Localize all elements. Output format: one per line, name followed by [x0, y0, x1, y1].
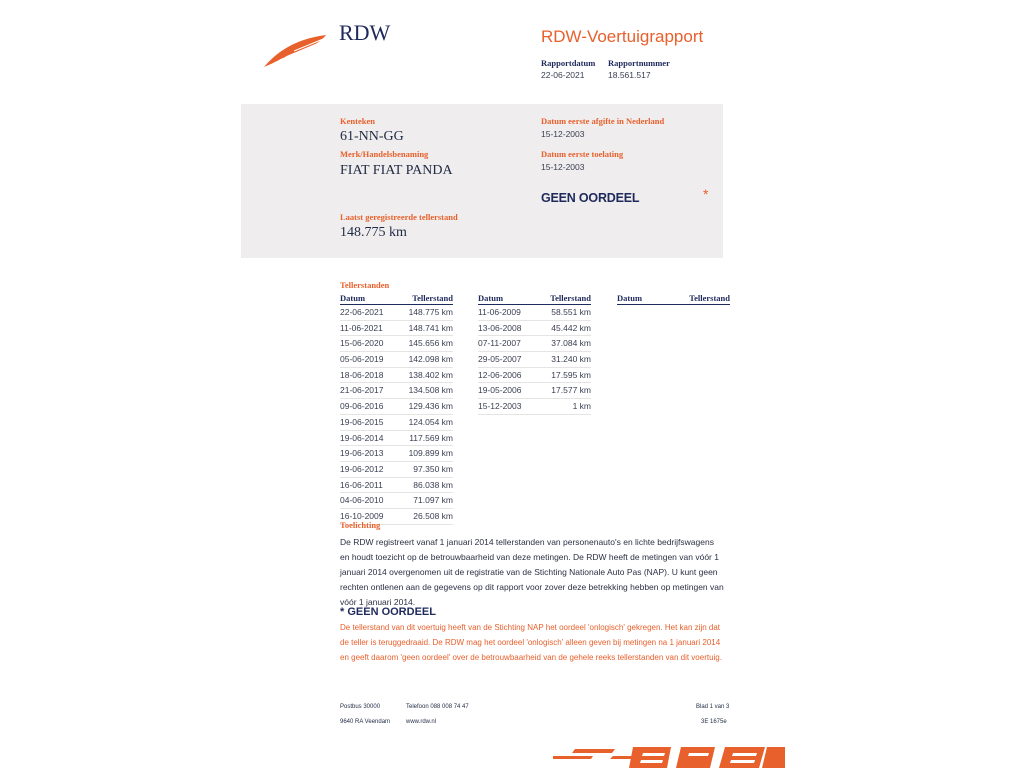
table-row — [340, 462, 453, 478]
row-tellerstand: 134.508 km — [408, 385, 453, 396]
row-datum: 11-06-2009 — [478, 307, 521, 317]
geen-oordeel-text: De tellerstand van dit voertuig heeft van de Stichting NAP het oordeel 'onlogisch' gekregen. Het kan zijn dat de teller is teruggedraaid. De RDW mag het oordeel 'onlogisch' alleen geven bij metingen na 1 januari 2014 en geeft daarom 'geen oordeel' over de betrouwbaarheid van de gehele reeks tellerstanden van dit voertuig. — [340, 623, 722, 662]
row-datum: 09-06-2016 — [340, 401, 384, 412]
footer-telefoon: Telefoon 088 008 74 47 — [406, 704, 469, 710]
table-row — [478, 321, 591, 337]
row-tellerstand: 97.350 km — [413, 463, 453, 474]
datum-header: Datum — [478, 293, 504, 303]
toelating-value: 15-12-2003 — [541, 162, 585, 172]
afgifte-label: Datum eerste afgifte in Nederland — [541, 116, 665, 126]
teller-value: 148.775 km — [340, 225, 407, 240]
row-datum: 12-06-2006 — [478, 369, 522, 380]
verdict-asterisk: * — [703, 186, 709, 202]
row-tellerstand: 148.741 km — [408, 322, 453, 333]
table-row — [340, 399, 453, 415]
verdict-badge: GEEN OORDEEL — [541, 191, 640, 205]
table-row — [340, 431, 453, 447]
row-datum: 07-11-2007 — [478, 338, 521, 349]
vehicle-panel — [241, 104, 723, 258]
row-datum: 19-06-2012 — [340, 463, 384, 474]
row-datum: 29-05-2007 — [478, 354, 522, 365]
table-row — [340, 352, 453, 368]
teller-label: Laatst geregistreerde tellerstand — [340, 212, 458, 222]
brand-name: RDW — [339, 20, 391, 45]
tellerstand-header: Tellerstand — [550, 293, 591, 303]
footer-document-code: 3E 1675e — [701, 719, 727, 725]
row-tellerstand: 117.569 km — [409, 432, 453, 443]
row-datum: 05-06-2019 — [340, 354, 384, 365]
rapportdatum-value: 22-06-2021 — [541, 70, 585, 80]
tellerstanden-column-1 — [340, 293, 453, 525]
table-row — [478, 305, 591, 321]
panel-notch-decoration — [241, 245, 301, 260]
table-row — [340, 446, 453, 462]
rapportnummer-label: Rapportnummer — [608, 58, 670, 68]
row-tellerstand: 1 km — [572, 401, 591, 412]
row-tellerstand: 138.402 km — [408, 369, 453, 380]
row-tellerstand: 142.098 km — [408, 354, 453, 365]
rapportdatum-label: Rapportdatum — [541, 58, 596, 68]
toelichting-text: De RDW registreert vanaf 1 januari 2014 tellerstanden van personenauto's en lichte bedrijfswagens en houdt toezicht op de betrouwbaarheid van deze metingen. De RDW heeft de metingen van vóór 1 januari 2014 overgenomen uit de registratie van de Stichting Nationale Auto Pas (NAP). U kunt geen rechten ontlenen aan de gegevens op dit rapport voor zover deze betrekking hebben op metingen van vóór 1 januari 2014. — [340, 537, 724, 607]
merk-value: FIAT FIAT PANDA — [340, 163, 453, 178]
datum-header: Datum — [617, 293, 643, 303]
table-row — [340, 478, 453, 494]
row-datum: 16-10-2009 — [340, 510, 384, 521]
toelating-label: Datum eerste toelating — [541, 149, 624, 159]
row-datum: 19-06-2013 — [340, 448, 384, 459]
row-tellerstand: 17.595 km — [551, 369, 591, 380]
table-row — [478, 336, 591, 352]
rapportnummer-value: 18.561.517 — [608, 70, 651, 80]
row-datum: 11-06-2021 — [340, 322, 383, 333]
table-row — [478, 383, 591, 399]
column-1-rows — [340, 305, 453, 525]
tellerstand-header: Tellerstand — [412, 293, 453, 303]
column-header — [617, 293, 730, 305]
row-datum: 19-05-2006 — [478, 385, 522, 396]
kenteken-value: 61-NN-GG — [340, 129, 404, 144]
row-datum: 21-06-2017 — [340, 385, 384, 396]
row-tellerstand: 86.038 km — [413, 479, 453, 490]
tellerstanden-title: Tellerstanden — [340, 280, 390, 290]
row-datum: 15-06-2020 — [340, 338, 384, 349]
tellerstand-header: Tellerstand — [689, 293, 730, 303]
merk-label: Merk/Handelsbenaming — [340, 149, 429, 159]
row-datum: 04-06-2010 — [340, 495, 384, 506]
column-header — [340, 293, 453, 305]
toelichting-title: Toelichting — [340, 520, 381, 530]
tellerstanden-column-2 — [478, 293, 591, 415]
geen-oordeel-title: * GEEN OORDEEL — [340, 606, 436, 618]
row-datum: 19-06-2015 — [340, 416, 384, 427]
footer-page-number: Blad 1 van 3 — [696, 704, 730, 710]
table-row — [340, 493, 453, 509]
row-tellerstand: 71.097 km — [413, 495, 453, 506]
table-row — [340, 415, 453, 431]
table-row — [478, 368, 591, 384]
column-header — [478, 293, 591, 305]
row-datum: 18-06-2018 — [340, 369, 384, 380]
row-tellerstand: 148.775 km — [408, 307, 453, 317]
table-row — [478, 352, 591, 368]
row-tellerstand: 17.577 km — [551, 385, 591, 396]
rdw-stripes-decoration — [553, 744, 785, 768]
row-tellerstand: 31.240 km — [551, 354, 591, 365]
row-tellerstand: 26.508 km — [413, 510, 453, 521]
datum-header: Datum — [340, 293, 366, 303]
row-tellerstand: 58.551 km — [551, 307, 591, 317]
table-row — [340, 368, 453, 384]
row-tellerstand: 37.084 km — [551, 338, 591, 349]
afgifte-value: 15-12-2003 — [541, 129, 585, 139]
footer-plaats: 9640 RA Veendam — [340, 719, 391, 725]
row-tellerstand: 124.054 km — [408, 416, 453, 427]
row-datum: 16-06-2011 — [340, 479, 383, 490]
footer-website-link[interactable]: www.rdw.nl — [406, 719, 437, 725]
tellerstanden-column-3 — [617, 293, 730, 305]
rdw-logo-icon — [264, 33, 330, 69]
table-row — [340, 336, 453, 352]
table-row — [478, 399, 591, 415]
row-datum: 15-12-2003 — [478, 401, 522, 412]
column-2-rows — [478, 305, 591, 415]
row-tellerstand: 45.442 km — [551, 322, 591, 333]
table-row — [340, 321, 453, 337]
kenteken-label: Kenteken — [340, 116, 375, 126]
row-datum: 22-06-2021 — [340, 307, 384, 317]
row-datum: 13-06-2008 — [478, 322, 522, 333]
table-row — [340, 383, 453, 399]
footer-postbus: Postbus 30000 — [340, 704, 381, 710]
row-tellerstand: 145.656 km — [408, 338, 453, 349]
report-title: RDW-Voertuigrapport — [541, 27, 704, 46]
table-row — [340, 305, 453, 321]
row-tellerstand: 129.436 km — [408, 401, 453, 412]
row-tellerstand: 109.899 km — [408, 448, 453, 459]
row-datum: 19-06-2014 — [340, 432, 384, 443]
